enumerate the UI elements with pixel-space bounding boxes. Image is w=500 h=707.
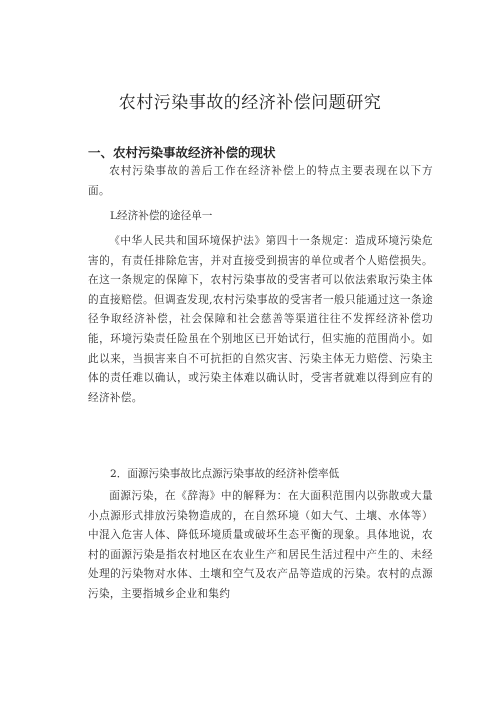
section-heading: 一、农村污染事故经济补偿的现状 — [88, 145, 276, 160]
subheading-single-channel: L经济补偿的途径单一 — [110, 210, 213, 222]
document-title: 农村污染事故的经济补偿问题研究 — [118, 93, 382, 113]
paragraph-nonpoint-definition: 面源污染，在《辞海》中的解释为：在大面积范围内以弥散或大量小点源形式排放污染物造成的，在自然环境（如大气、土壤、水体等）中混入危害人体、降低环境质量或破坏生态平衡的现象。具体地说，农村的面源污染是指农村地区在农业生产和居民生活过程中产生的、未经处理的污染物对水体、土壤和空气及农产品等造成的污染。农村的点源污染，主要指城乡企业和集约 — [88, 490, 433, 600]
intro-paragraph: 农村污染事故的善后工作在经济补偿上的特点主要表现在以下方面。 — [88, 165, 433, 197]
subheading-nonpoint-source: 2．面源污染事故比点源污染事故的经济补偿率低 — [110, 468, 340, 480]
paragraph-environmental-law: 《中华人民共和国环境保护法》第四十一条规定：造成环境污染危害的，有责任排除危害，并对直接受到损害的单位或者个人赔偿损失。在这一条规定的保障下，农村污染事故的受害者可以依法索取污染主体的直接赔偿。但调查发现,农村污染事故的受害者一般只能通过这一条途径争取经济补偿，社会保障和社会慈善等渠道往往不发挥经济补偿功能，环境污染责任险虽在个别地区已开始试行，但实施的范围尚小。如此以来，当损害来自不可抗拒的自然灾害、污染主体无力赔偿、污染主体的责任难以确认，或污染主体难以确认时，受害者就难以得到应有的经济补偿。 — [88, 235, 433, 404]
